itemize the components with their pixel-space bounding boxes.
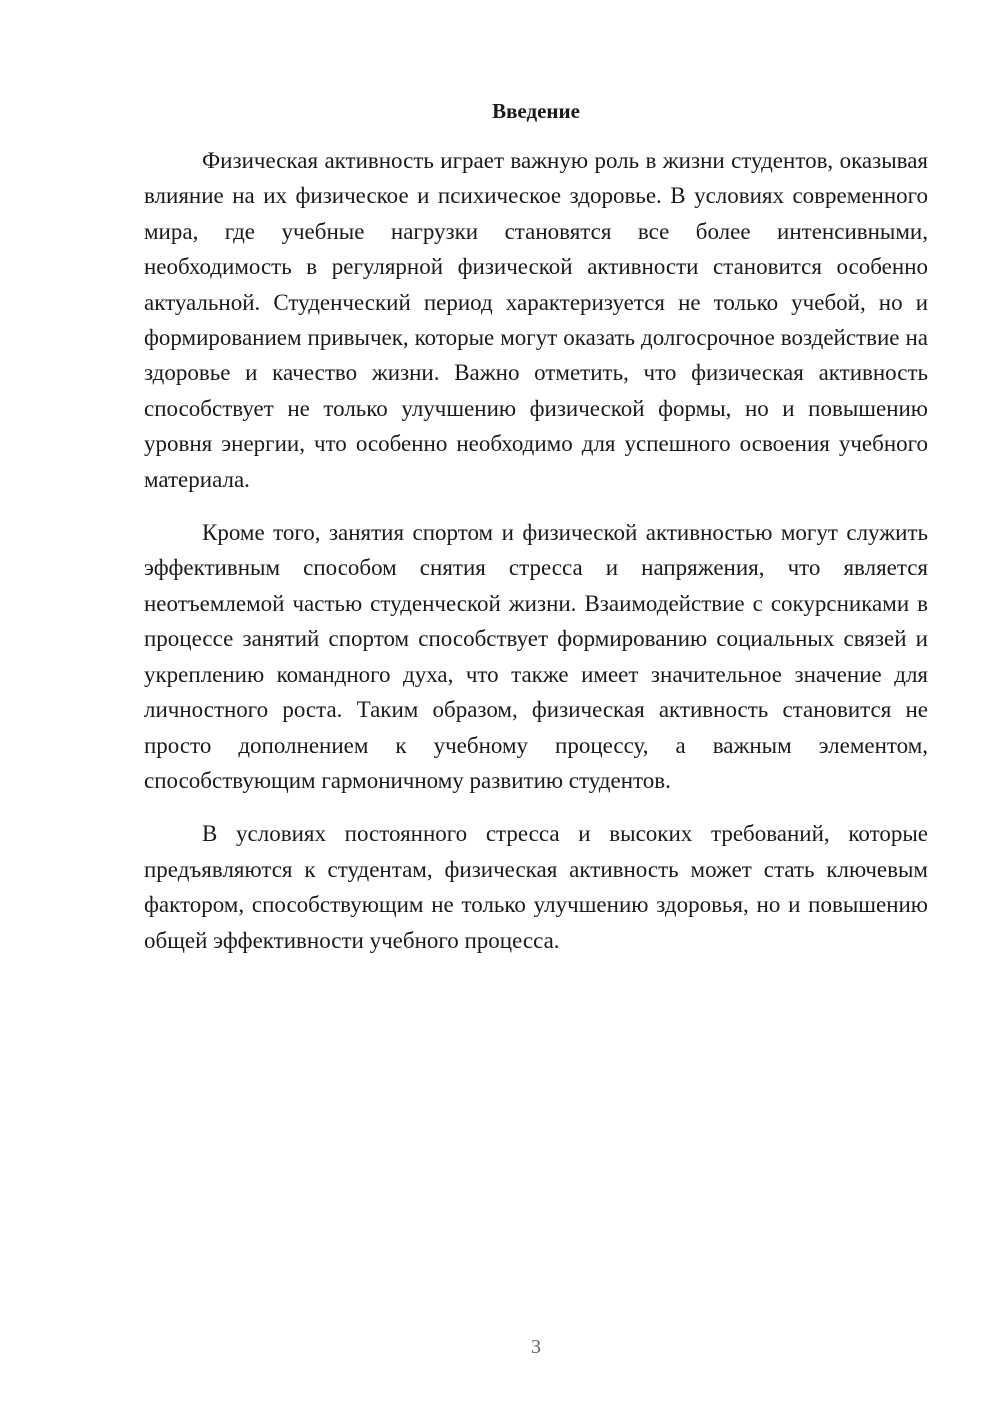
paragraph-2: Кроме того, занятия спортом и физической активностью могут служить эффективным способом снятия стресса и напряжения, что является неотъемлемой частью студенческой жизни. Взаимодействие с сокурсниками в процессе занятий спортом способствует формированию социальных связей и укреплению командного духа, что также имеет значительное значение для личностного роста. Таким образом, физическая активность становится не просто дополнением к учебному процессу, а важным элементом, способствующим гармоничному развитию студентов. [144, 520, 928, 793]
section-heading: Введение [492, 99, 580, 123]
paragraph-3: В условиях постоянного стресса и высоких требований, которые предъявляются к студентам, физическая активность может стать ключевым фактором, способствующим не только улучшению здоровья, но и повышению общей эффективности учебного процесса. [144, 821, 928, 953]
body-text [144, 143, 928, 958]
page-number: 3 [531, 1336, 541, 1358]
paragraph-1: Физическая активность играет важную роль в жизни студентов, оказывая влияние на их физическое и психическое здоровье. В условиях современного мира, где учебные нагрузки становятся все более интенсивными, необходимость в регулярной физической активности становится особенно актуальной. Студенческий период характеризуется не только учебой, но и формированием привычек, которые могут оказать долгосрочное воздействие на здоровье и качество жизни. Важно отметить, что физическая активность способствует не только улучшению физической формы, но и повышению уровня энергии, что особенно необходимо для успешного освоения учебного материала. [144, 148, 928, 492]
